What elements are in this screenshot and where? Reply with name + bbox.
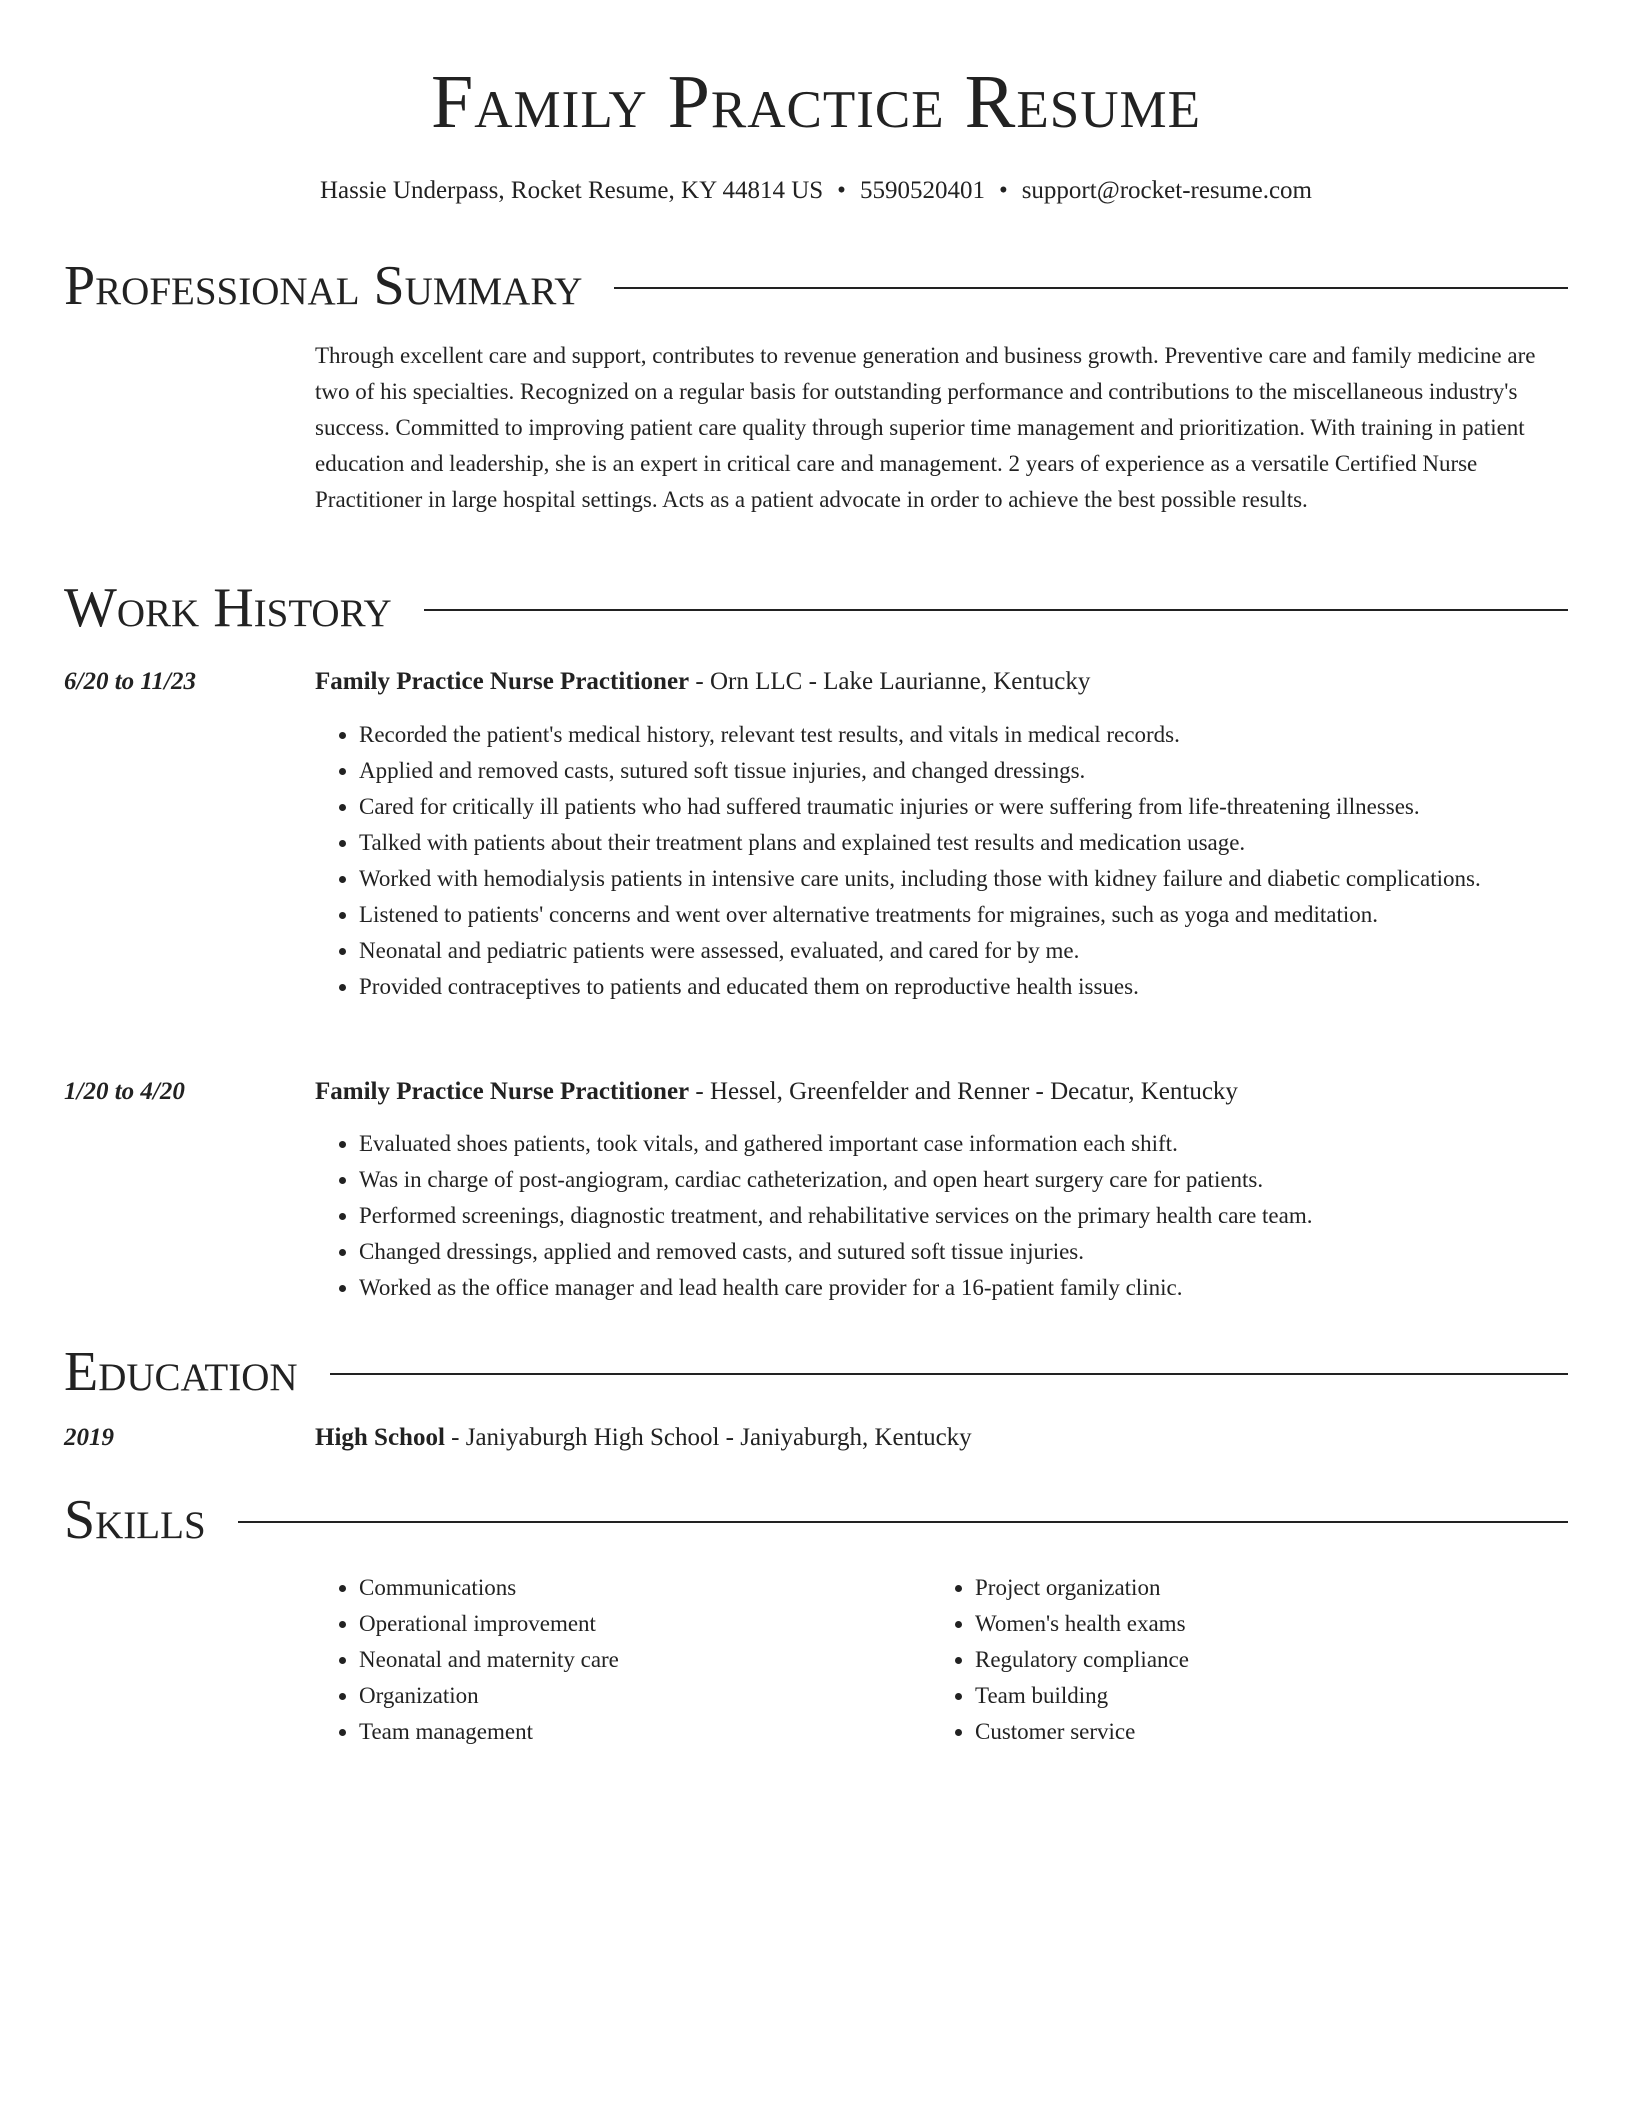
skill-item: • Operational improvement — [359, 1606, 929, 1642]
job-detail: - Orn LLC - Lake Laurianne, Kentucky — [689, 668, 1091, 695]
section-title: Professional Summary — [64, 255, 583, 317]
education-degree: High School — [315, 1424, 445, 1451]
list-item: • Evaluated shoes patients, took vitals, and gathered important case information each shift. — [359, 1126, 1569, 1162]
job-bullets — [315, 1126, 1569, 1306]
section-title: Skills — [64, 1489, 206, 1551]
list-item: • Recorded the patient's medical history, relevant test results, and vitals in medical records. — [359, 717, 1569, 753]
skill-item: • Team management — [359, 1714, 929, 1750]
contact-phone: 5590520401 — [859, 177, 985, 204]
contact-address: Hassie Underpass, Rocket Resume, KY 44814 US — [319, 177, 824, 204]
skill-item: • Neonatal and maternity care — [359, 1642, 929, 1678]
skills-list-right — [931, 1570, 1545, 1750]
contact-separator: • — [998, 177, 1008, 204]
list-item: • Was in charge of post-angiogram, cardiac catheterization, and open heart surgery care for patients. — [359, 1162, 1569, 1198]
job-headline — [315, 1074, 1238, 1110]
list-item: • Listened to patients' concerns and went over alternative treatments for migraines, such as yoga and meditation. — [359, 897, 1569, 933]
education-detail: - Janiyaburgh High School - Janiyaburgh, Kentucky — [444, 1424, 972, 1451]
list-item: • Worked as the office manager and lead health care provider for a 16-patient family clinic. — [359, 1270, 1569, 1306]
section-divider — [238, 1521, 1568, 1523]
job-title: Family Practice Nurse Practitioner — [315, 1078, 690, 1105]
skill-item: • Women's health exams — [975, 1606, 1545, 1642]
list-item: • Worked with hemodialysis patients in intensive care units, including those with kidney failure and diabetic complications. — [359, 861, 1569, 897]
skill-item: • Regulatory compliance — [975, 1642, 1545, 1678]
job-headline — [315, 664, 1090, 700]
list-item: • Cared for critically ill patients who had suffered traumatic injuries or were suffering from life-threatening illnesses. — [359, 789, 1569, 825]
skill-item: • Communications — [359, 1570, 929, 1606]
list-item: • Provided contraceptives to patients and educated them on reproductive health issues. — [359, 969, 1569, 1005]
job-dates: 6/20 to 11/23 — [64, 668, 196, 695]
summary-text: Through excellent care and support, contributes to revenue generation and business growth. Preventive care and family medicine are two of his specialties. Recognized on a regular basis for outstanding performance and contributions to the miscellaneous industry's success. Committed to improving patient care quality through superior time management and prioritization. With training in patient education and leadership, she is an expert in critical care and management. 2 years of experience as a versatile Certified Nurse Practitioner in large hospital settings. Acts as a patient advocate in order to achieve the best possible results. — [315, 343, 1536, 512]
section-title: Education — [64, 1341, 298, 1403]
section-heading-summary — [64, 250, 1568, 322]
skill-item: • Project organization — [975, 1570, 1545, 1606]
job-title: Family Practice Nurse Practitioner — [315, 668, 690, 695]
contact-email: support@rocket-resume.com — [1021, 177, 1312, 204]
list-item: • Performed screenings, diagnostic treatment, and rehabilitative services on the primary health care team. — [359, 1198, 1569, 1234]
section-heading-work-history — [64, 572, 1568, 644]
skill-item: • Organization — [359, 1678, 929, 1714]
section-divider — [330, 1373, 1568, 1375]
job-detail: - Hessel, Greenfelder and Renner - Decatur, Kentucky — [689, 1078, 1238, 1105]
list-item: • Applied and removed casts, sutured soft tissue injuries, and changed dressings. — [359, 753, 1569, 789]
list-item: • Neonatal and pediatric patients were assessed, evaluated, and cared for by me. — [359, 933, 1569, 969]
job-dates: 1/20 to 4/20 — [64, 1078, 185, 1105]
section-heading-education — [64, 1336, 1568, 1408]
section-heading-skills — [64, 1484, 1568, 1556]
education-headline — [315, 1420, 972, 1456]
section-divider — [614, 287, 1568, 289]
education-year: 2019 — [64, 1424, 114, 1451]
section-divider — [424, 609, 1568, 611]
skill-item: • Team building — [975, 1678, 1545, 1714]
contact-line — [0, 174, 1632, 208]
list-item: • Changed dressings, applied and removed casts, and sutured soft tissue injuries. — [359, 1234, 1569, 1270]
skill-item: • Customer service — [975, 1714, 1545, 1750]
job-bullets — [315, 717, 1569, 1005]
skills-list-left — [315, 1570, 929, 1750]
resume-title: Family Practice Resume — [431, 60, 1201, 144]
list-item: • Talked with patients about their treatment plans and explained test results and medication usage. — [359, 825, 1569, 861]
contact-separator: • — [837, 177, 846, 204]
section-title: Work History — [64, 577, 392, 639]
